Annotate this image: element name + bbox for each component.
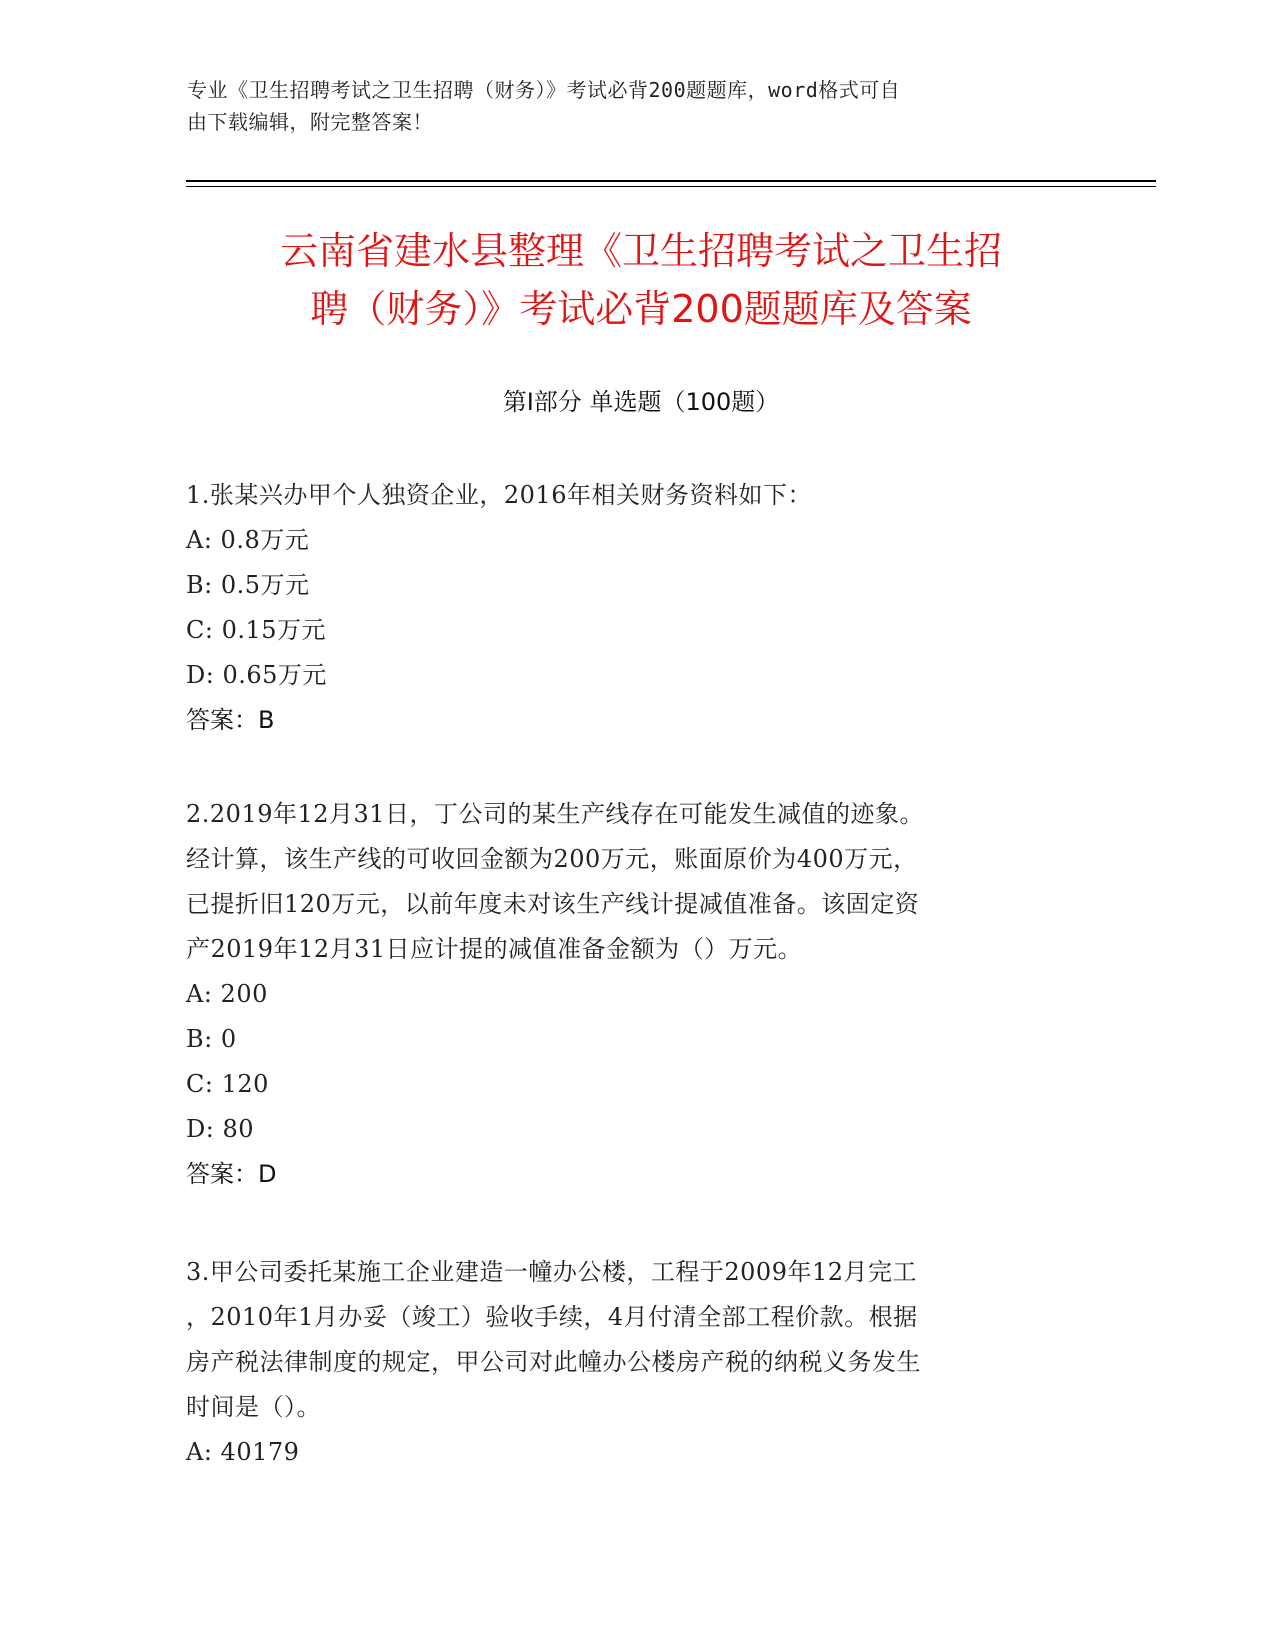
option-d: D: 0.65万元 [186, 661, 327, 689]
option-c: C: 0.15万元 [186, 616, 327, 644]
question-stem-line: 时间是（）。 [186, 1393, 321, 1421]
question-stem-line: 经计算，该生产线的可收回金额为200万元，账面原价为400万元， [186, 845, 918, 873]
question-stem-line: 已提折旧120万元，以前年度未对该生产线计提减值准备。该固定资 [186, 890, 920, 918]
header-note-line-2: 由下载编辑，附完整答案！ [187, 110, 433, 134]
answer: 答案：B [186, 706, 275, 734]
header-divider-thick [186, 180, 1156, 182]
question-stem-line: 产2019年12月31日应计提的减值准备金额为（）万元。 [186, 935, 803, 963]
question-stem-line: 3.甲公司委托某施工企业建造一幢办公楼，工程于2009年12月完工 [186, 1258, 918, 1286]
option-c: C: 120 [186, 1070, 269, 1098]
question-3 [186, 1250, 1066, 1475]
option-b: B: 0 [186, 1025, 237, 1053]
question-stem [186, 1250, 1066, 1430]
option-d: D: 80 [186, 1115, 254, 1143]
question-stem-line: ，2010年1月办妥（竣工）验收手续，4月付清全部工程价款。根据 [186, 1303, 918, 1331]
option-a: A: 200 [186, 980, 268, 1008]
header-note [187, 74, 1087, 138]
question-stem-line: 2.2019年12月31日，丁公司的某生产线存在可能发生减值的迹象。 [186, 800, 925, 828]
section-heading: 第Ⅰ部分 单选题（100题） [502, 388, 780, 416]
question-stem-line: 1.张某兴办甲个人独资企业，2016年相关财务资料如下： [186, 481, 812, 509]
question-1 [186, 473, 1066, 743]
option-a: A: 40179 [186, 1438, 300, 1466]
document-title-line-1: 云南省建水县整理《卫生招聘考试之卫生招 [279, 229, 1002, 273]
header-divider-thin [186, 186, 1156, 187]
question-2 [186, 792, 1066, 1197]
document-title-line-2: 聘（财务）》考试必背200题题库及答案 [310, 287, 972, 331]
answer: 答案：D [186, 1160, 277, 1188]
question-stem [186, 792, 1066, 972]
option-b: B: 0.5万元 [186, 571, 310, 599]
option-a: A: 0.8万元 [186, 526, 310, 554]
question-stem [186, 473, 1066, 518]
question-stem-line: 房产税法律制度的规定，甲公司对此幢办公楼房产税的纳税义务发生 [186, 1348, 921, 1376]
document-title [186, 222, 1096, 338]
header-note-line-1: 专业《卫生招聘考试之卫生招聘（财务）》考试必背200题题库，word格式可自 [187, 78, 901, 102]
